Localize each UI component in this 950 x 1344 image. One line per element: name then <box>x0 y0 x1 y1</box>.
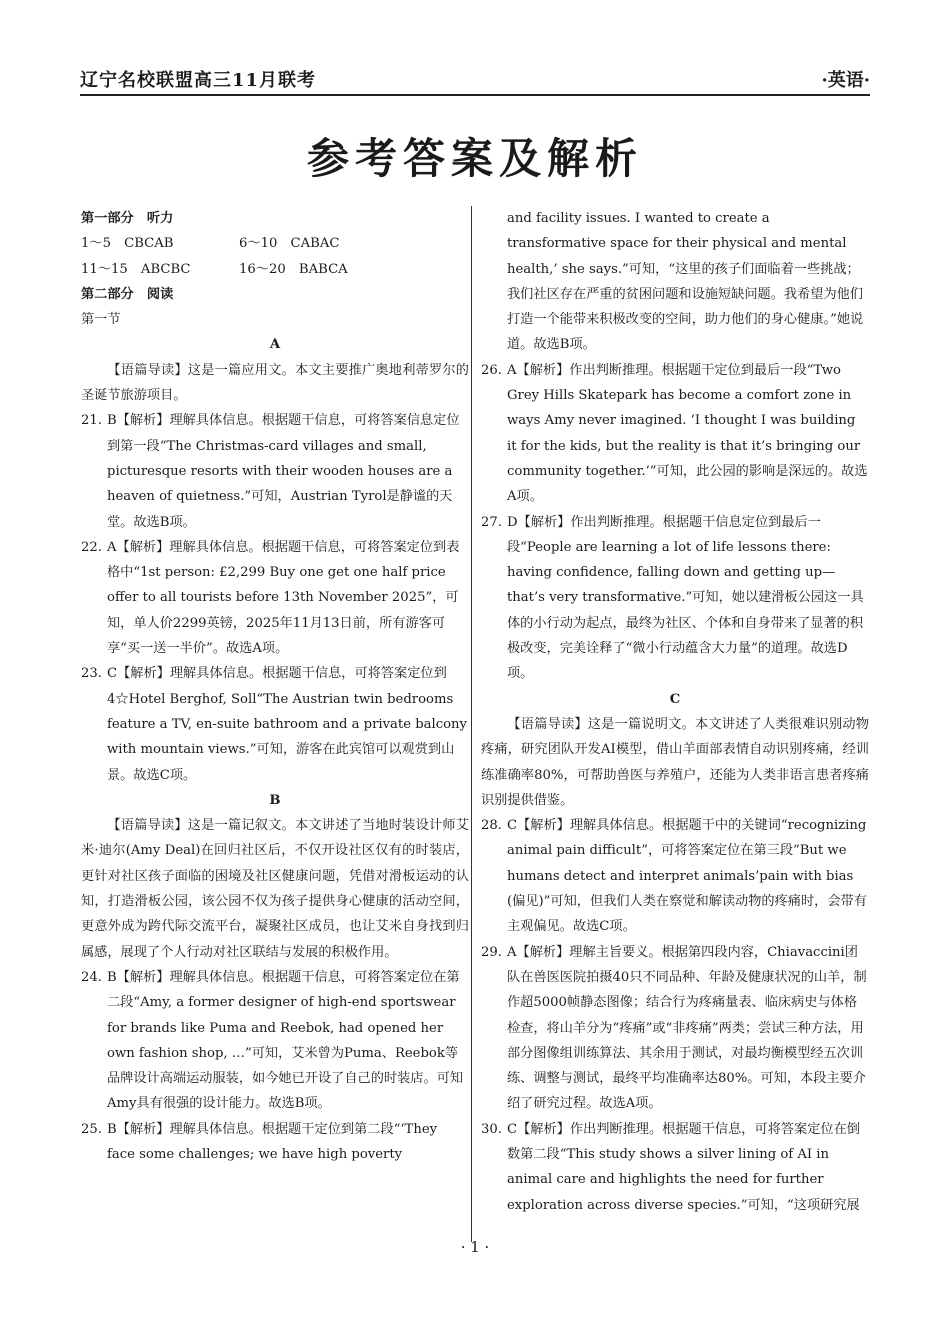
answer-row <box>81 257 469 282</box>
left-column <box>81 206 469 1167</box>
right-column <box>481 206 869 1218</box>
question-number: 25. <box>81 1121 102 1137</box>
question-number: 22. <box>81 539 102 555</box>
question-26 <box>481 358 869 510</box>
question-28 <box>481 813 869 939</box>
question-number: 24. <box>81 969 102 985</box>
passage-heading-b: B <box>269 792 281 808</box>
question-25-continued: and facility issues. I wanted to create a transformative space for their physical and mental health,’ she says.”可知，“这里的孩子们面临着一些挑战；我们社区存在严重的贫困问题和设施短缺问题。我希望为他们打造一个能带来积极改变的空间，助力他们的身心健康。”她说道。故选B项。 <box>507 211 864 353</box>
question-explanation: C【解析】作出判断推理。根据题干信息，可将答案定位在倒数第二段“This study shows a silver lining of AI in animal care and highlights the need for further exploration across diverse species.”可知，“这项研究展 <box>507 1121 860 1213</box>
question-number: 29. <box>481 944 502 960</box>
column-divider <box>471 206 472 1242</box>
answer-group: 1～5 CBCAB <box>81 236 174 252</box>
question-explanation: B【解析】理解具体信息。根据题干信息，可将答案信息定位到第一段“The Christmas-card villages and small, picturesque resorts with their wooden houses are a heaven of quietness.”可知，Austrian Tyrol是静谧的天堂。故选B项。 <box>107 413 460 530</box>
question-23 <box>81 661 469 787</box>
question-explanation: B【解析】理解具体信息。根据题干定位到第二段“‘They face some challenges; we have high poverty <box>107 1121 438 1162</box>
question-number: 30. <box>481 1121 502 1137</box>
question-explanation: B【解析】理解具体信息。根据题干信息，可将答案定位在第二段“Amy, a former designer of high-end sportswear for brands like Puma and Reebok, had opened her own fashion shop, …”可知，艾米曾为Puma、Reebok等品牌设计高端运动服装，如今她已开设了自己的时装店。可知Amy具有很强的设计能力。故选B项。 <box>107 969 464 1112</box>
passage-heading-a: A <box>269 337 281 353</box>
question-explanation: A【解析】理解具体信息。根据题干信息，可将答案定位到表格中“1st person: £2,299 Buy one get one half price offer to all tourists before 13th November 2025”，可知，单人价2299英镑，2025年11月13日前，所有游客可享“买一送一半价”。故选A项。 <box>107 539 460 657</box>
question-explanation: D【解析】作出判断推理。根据题干信息定位到最后一段“People are learning a lot of life lessons there: having confidence, falling down and getting up—that’s very transformative.”可知，她以建滑板公园这一具体的小行动为起点，最终为社区、个体和自身带来了显著的积极改变，完美诠释了“微小行动蕴含大力量”的道理。故选D项。 <box>507 514 864 682</box>
answer-group: 16～20 BABCA <box>239 261 348 277</box>
question-21 <box>81 408 469 534</box>
question-30 <box>481 1117 869 1218</box>
page-title: 参考答案及解析 <box>306 134 643 183</box>
page-header <box>80 62 870 96</box>
answer-group: 11～15 ABCBC <box>81 261 191 277</box>
subject-label: ·英语· <box>821 70 870 91</box>
exam-title: 辽宁名校联盟高三11月联考 <box>80 70 317 91</box>
question-27 <box>481 510 869 687</box>
question-number: 26. <box>481 362 502 378</box>
part-heading-listening: 第一部分 听力 <box>81 211 174 226</box>
question-number: 28. <box>481 818 502 834</box>
question-explanation: A【解析】理解主旨要义。根据第四段内容，Chiavaccini团队在兽医医院拍摄40只不同品种、年龄及健康状况的山羊，制作超5000帧静态图像；结合行为疼痛量表、临床病史与体格检查，将山羊分为“疼痛”或“非疼痛”两类；尝试三种方法，用部分图像组训练算法、其余用于测试，对最均衡模型经五次训练、调整与测试，最终平均准确率达80%。可知，本段主要介绍了研究过程。故选A项。 <box>507 944 867 1112</box>
question-explanation: A【解析】作出判断推理。根据题干定位到最后一段“Two Grey Hills Skatepark has become a comfort zone in ways Amy never imagined. ‘I thought I was building it for the kids, but the reality is that it’s bringing our community together.’”可知，此公园的影响是深远的。故选A项。 <box>507 362 868 505</box>
question-number: 21. <box>81 413 102 429</box>
question-25 <box>81 1117 469 1168</box>
question-29 <box>481 940 869 1117</box>
answer-row <box>81 231 469 256</box>
question-explanation: C【解析】理解具体信息。根据题干信息，可将答案定位到4☆Hotel Berghof, Soll“The Austrian twin bedrooms feature a TV, en-suite bathroom and a private balcony with mountain views.”可知，游客在此宾馆可以观赏到山景。故选C项。 <box>107 666 468 783</box>
question-22 <box>81 535 469 661</box>
question-number: 27. <box>481 514 502 530</box>
section-heading: 第一节 <box>81 312 121 328</box>
page-number: · 1 · <box>460 1238 490 1256</box>
question-explanation: C【解析】理解具体信息。根据题干中的关键词“recognizing animal pain difficult”，可将答案定位在第三段“But we humans detect and interpret animals’pain with bias (偏见)”可知，但我们人类在察觉和解读动物的疼痛时，会带有主观偏见。故选C项。 <box>507 818 867 935</box>
passage-intro-b: 【语篇导读】这是一篇记叙文。本文讲述了当地时装设计师艾米·迪尔(Amy Deal)在回归社区后，不仅开设社区仅有的时装店，更针对社区孩子面临的困境及社区健康问题，凭借对滑板运动的认知，打造滑板公园，该公园不仅为孩子提供身心健康的活动空间，更意外成为跨代际交流平台，凝聚社区成员，也让艾米自身找到归属感，展现了个人行动对社区联结与发展的积极作用。 <box>81 818 469 960</box>
passage-intro-a: 【语篇导读】这是一篇应用文。本文主要推广奥地利蒂罗尔的圣诞节旅游项目。 <box>81 362 469 404</box>
question-24 <box>81 965 469 1117</box>
answer-group: 6～10 CABAC <box>239 236 340 252</box>
passage-intro-c: 【语篇导读】这是一篇说明文。本文讲述了人类很难识别动物疼痛，研究团队开发AI模型，借山羊面部表情自动识别疼痛，经训练准确率80%，可帮助兽医与养殖户，还能为人类非语言患者疼痛识别提供借鉴。 <box>481 716 869 808</box>
passage-heading-c: C <box>669 691 681 707</box>
question-number: 23. <box>81 666 102 682</box>
part-heading-reading: 第二部分 阅读 <box>81 286 174 302</box>
